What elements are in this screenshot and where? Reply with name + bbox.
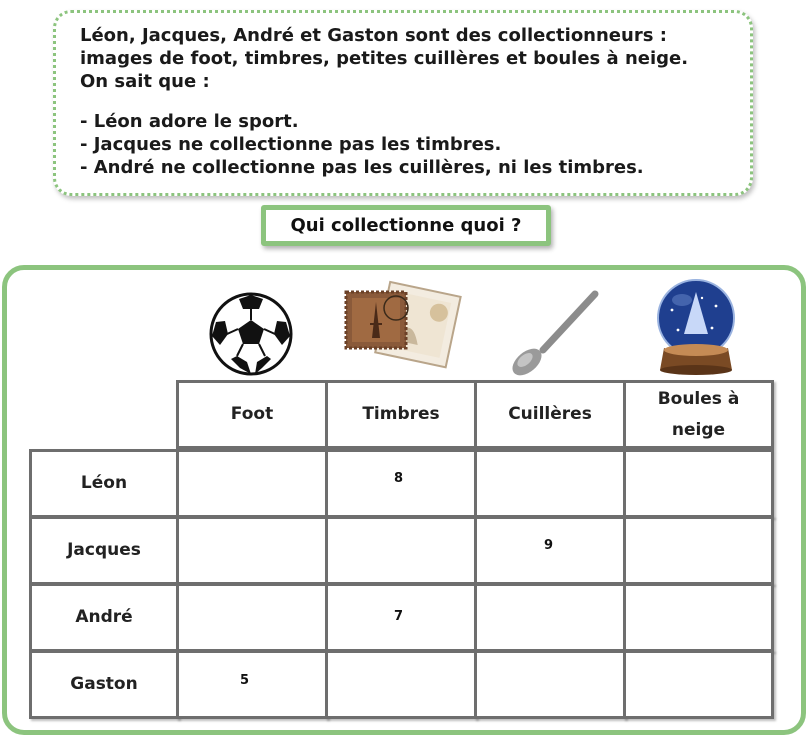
column-header-cuilleres: Cuillères	[474, 380, 626, 449]
column-header-timbres: Timbres	[325, 380, 477, 449]
grid-cell[interactable]	[623, 449, 774, 518]
grid-cell[interactable]	[623, 650, 774, 719]
spoon-image	[505, 288, 605, 378]
clue-line: - André ne collectionne pas les cuillères, ni les timbres.	[80, 157, 644, 178]
grid-cell[interactable]	[325, 650, 477, 719]
row-header-gaston: Gaston	[29, 650, 179, 719]
question-text: Qui collectionne quoi ?	[290, 215, 522, 236]
problem-line: On sait que :	[80, 71, 210, 92]
problem-statement-box	[53, 10, 753, 196]
clue-line: - Léon adore le sport.	[80, 111, 299, 132]
row-header-leon: Léon	[29, 449, 179, 518]
clue-line: - Jacques ne collectionne pas les timbres.	[80, 134, 502, 155]
column-header-foot: Foot	[176, 380, 328, 449]
grid-cell[interactable]	[474, 650, 626, 719]
grid-cell[interactable]	[474, 449, 626, 518]
cell-mark-andre-timbres: 7	[394, 609, 404, 624]
row-header-andre: André	[29, 583, 179, 652]
snow-globe-image	[650, 278, 742, 378]
cell-mark-jacques-cuilleres: 9	[544, 538, 554, 553]
grid-cell[interactable]	[176, 516, 328, 585]
grid-cell[interactable]	[474, 583, 626, 652]
soccer-ball-image	[207, 290, 295, 378]
stamps-image	[340, 274, 464, 378]
problem-line: images de foot, timbres, petites cuillères et boules à neige.	[80, 48, 689, 69]
problem-line: Léon, Jacques, André et Gaston sont des collectionneurs :	[80, 25, 667, 46]
cell-mark-gaston-foot: 5	[240, 673, 250, 688]
grid-cell[interactable]	[623, 583, 774, 652]
grid-cell[interactable]	[176, 650, 328, 719]
question-box	[261, 205, 551, 246]
column-header-boules-a-neige: Boules à neige	[623, 380, 774, 449]
row-header-jacques: Jacques	[29, 516, 179, 585]
grid-cell[interactable]	[325, 516, 477, 585]
grid-cell[interactable]	[623, 516, 774, 585]
cell-mark-leon-timbres: 8	[394, 471, 404, 486]
grid-cell[interactable]	[176, 449, 328, 518]
grid-cell[interactable]	[176, 583, 328, 652]
